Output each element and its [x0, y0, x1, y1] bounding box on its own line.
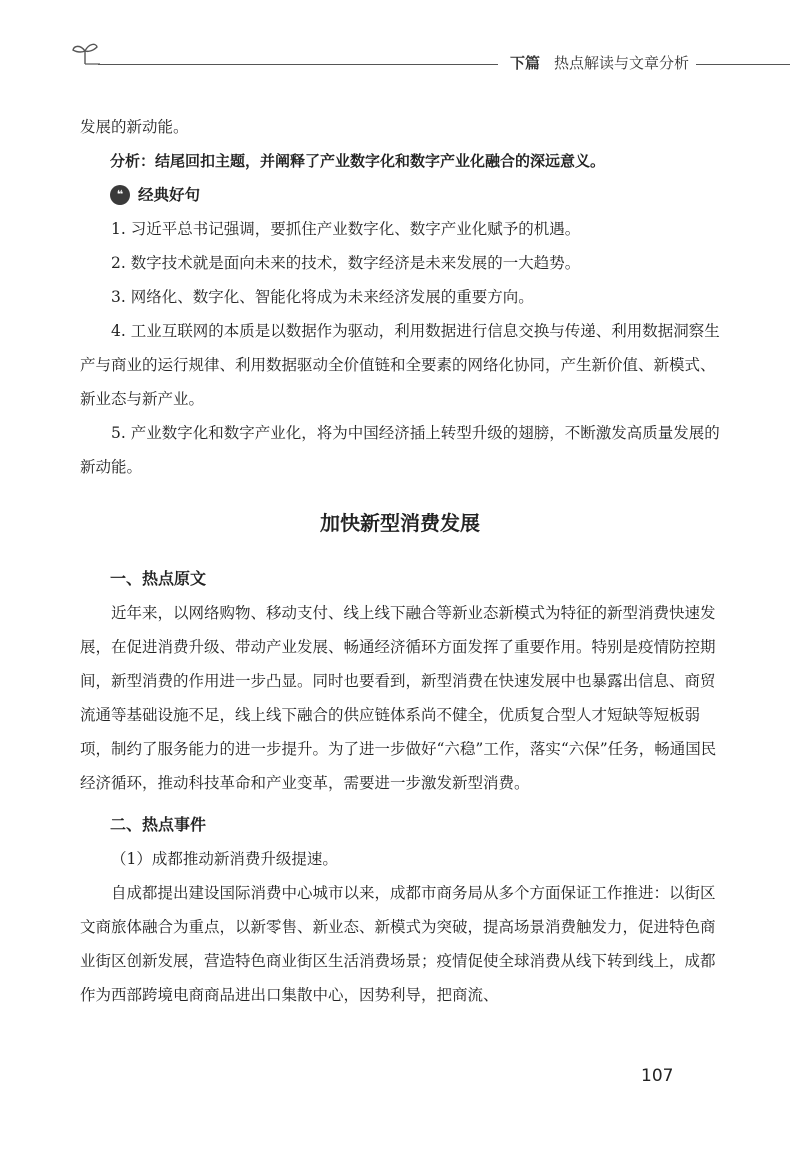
heading-hot-events: 二、热点事件 [110, 815, 207, 834]
classic-sentences-heading [80, 178, 720, 212]
header-title [510, 52, 689, 73]
classic-sentence-2: 2. 数字技术就是面向未来的技术，数字经济是未来发展的一大趋势。 [111, 254, 581, 272]
header-rule-left [98, 64, 498, 65]
analysis-note: 分析：结尾回扣主题，并阐释了产业数字化和数字产业化融合的深远意义。 [110, 152, 606, 170]
page-body [80, 110, 720, 1012]
continued-paragraph: 发展的新动能。 [80, 118, 189, 136]
header-part-label: 下篇 [510, 54, 541, 72]
running-header [70, 38, 790, 78]
event-1-title: （1）成都推动新消费升级提速。 [111, 850, 338, 868]
sprout-icon [70, 38, 100, 68]
header-rule-right [696, 64, 790, 65]
page-number: 107 [641, 1066, 674, 1086]
section-title: 加快新型消费发展 [320, 511, 480, 535]
classic-sentence-1: 1. 习近平总书记强调，要抓住产业数字化、数字产业化赋予的机遇。 [111, 220, 581, 238]
classic-sentence-5: 5. 产业数字化和数字产业化，将为中国经济插上转型升级的翅膀，不断激发高质量发展的新动能。 [80, 424, 720, 476]
header-chapter-title: 热点解读与文章分析 [554, 54, 690, 72]
heading-original-text: 一、热点原文 [110, 569, 207, 588]
classic-sentence-4: 4. 工业互联网的本质是以数据作为驱动，利用数据进行信息交换与传递、利用数据洞察生产与商业的运行规律、利用数据驱动全价值链和全要素的网络化协同，产生新价值、新模式、新业态与新产业。 [80, 322, 720, 408]
classic-sentences-label: 经典好句 [138, 186, 201, 204]
original-text-paragraph: 近年来，以网络购物、移动支付、线上线下融合等新业态新模式为特征的新型消费快速发展，在促进消费升级、带动产业发展、畅通经济循环方面发挥了重要作用。特别是疫情防控期间，新型消费的作用进一步凸显。同时也要看到，新型消费在快速发展中也暴露出信息、商贸流通等基础设施不足，线上线下融合的供应链体系尚不健全，优质复合型人才短缺等短板弱项，制约了服务能力的进一步提升。为了进一步做好“六稳”工作，落实“六保”任务，畅通国民经济循环，推动科技革命和产业变革，需要进一步激发新型消费。 [80, 604, 717, 792]
classic-sentence-3: 3. 网络化、数字化、智能化将成为未来经济发展的重要方向。 [111, 288, 534, 306]
quote-badge-icon: ❝ [110, 185, 130, 205]
event-1-body: 自成都提出建设国际消费中心城市以来，成都市商务局从多个方面保证工作推进：以街区文商旅体融合为重点，以新零售、新业态、新模式为突破，提高场景消费触发力，促进特色商业街区创新发展，营造特色商业街区生活消费场景；疫情促使全球消费从线下转到线上，成都作为西部跨境电商商品进出口集散中心，因势利导，把商流、 [80, 884, 716, 1004]
